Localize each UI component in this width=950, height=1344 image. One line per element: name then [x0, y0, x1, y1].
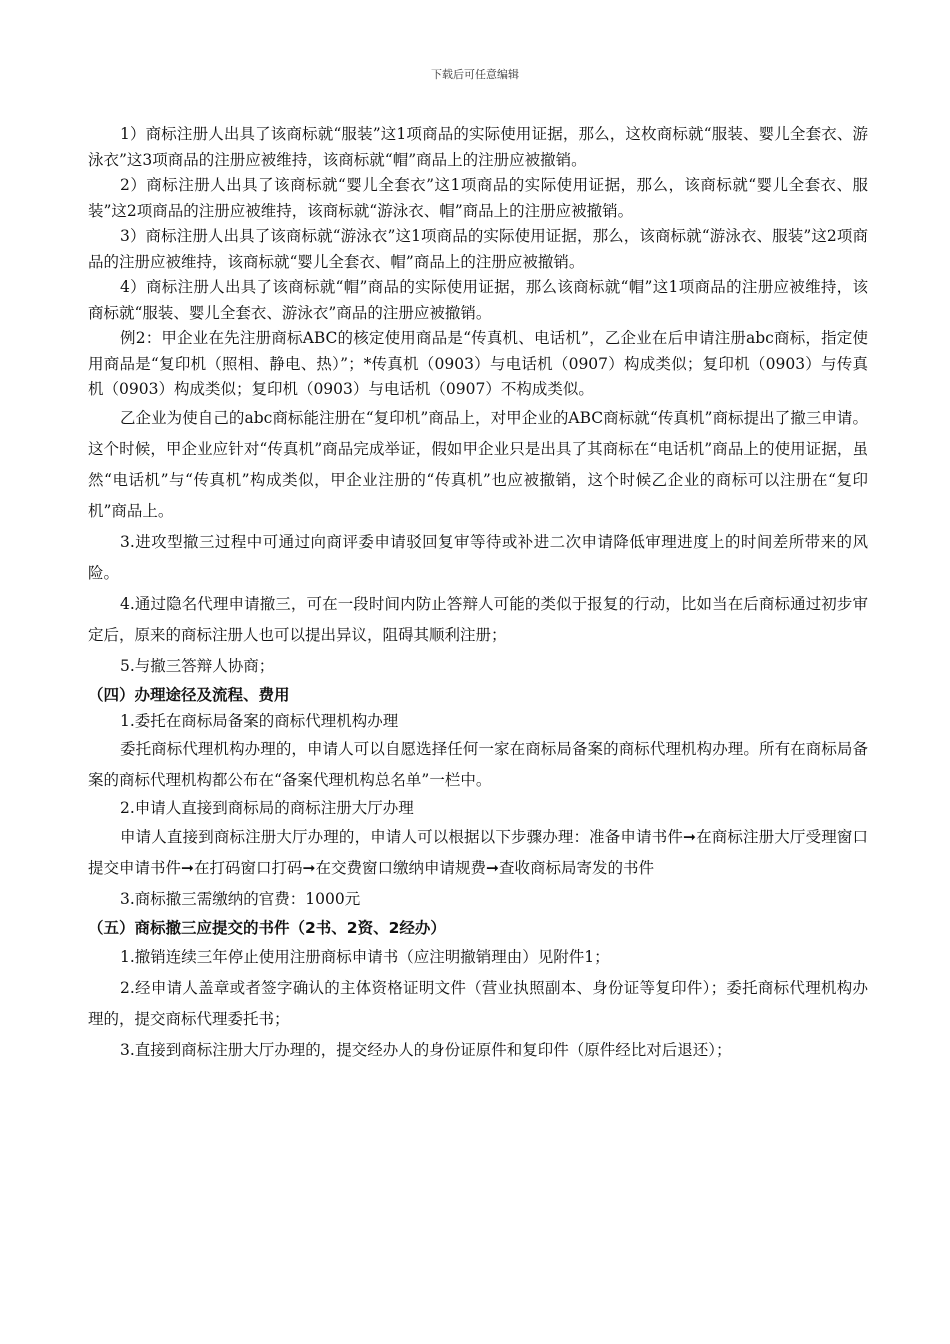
- paragraph-hall-steps: 申请人直接到商标注册大厅办理的，申请人可以根据以下步骤办理：准备申请书件➞在商标注册大厅受理窗口提交申请书件➞在打码窗口打码➞在交费窗口缴纳申请规费➞查收商标局寄发的书件: [88, 827, 868, 877]
- paragraph-2: 2）商标注册人出具了该商标就“婴儿全套衣”这1项商品的实际使用证据，那么，该商标就“婴儿全套衣、服装”这2项商品的注册应被维持，该商标就“游泳衣、帽”商品上的注册应被撤销。: [88, 176, 868, 220]
- paragraph-1: 1）商标注册人出具了该商标就“服装”这1项商品的实际使用证据，那么，这枚商标就“服装、婴儿全套衣、游泳衣”这3项商品的注册应被维持，该商标就“帽”商品上的注册应被撤销。: [88, 125, 868, 169]
- paragraph-3: 3）商标注册人出具了该商标就“游泳衣”这1项商品的实际使用证据，那么，该商标就“游泳衣、服装”这2项商品的注册应被维持，该商标就“婴儿全套衣、帽”商品上的注册应被撤销。: [88, 227, 868, 271]
- paragraph-4: 4）商标注册人出具了该商标就“帽”商品的实际使用证据，那么该商标就“帽”这1项商品的注册应被维持，该商标就“服装、婴儿全套衣、游泳衣”商品的注册应被撤销。: [88, 278, 868, 322]
- paragraph-example-2-explanation: 乙企业为使自己的abc商标能注册在“复印机”商品上，对甲企业的ABC商标就“传真机”商标提出了撤三申请。这个时候，甲企业应针对“传真机”商品完成举证，假如甲企业只是出具了其商标在“电话机”商品上的使用证据，虽然“电话机”与“传真机”构成类似，甲企业注册的“传真机”也应被撤销，这个时候乙企业的商标可以注册在“复印机”商品上。: [88, 408, 868, 520]
- paragraph-point-5: 5.与撤三答辩人协商；: [120, 656, 275, 675]
- document-body: [88, 122, 868, 1066]
- paragraph-example-2: 例2：甲企业在先注册商标ABC的核定使用商品是“传真机、电话机”，乙企业在后申请注册abc商标，指定使用商品是“复印机（照相、静电、热）”；*传真机（0903）与电话机（0907）构成类似；复印机（0903）与传真机（0903）构成类似；复印机（0903）与电话机（0907）不构成类似。: [88, 329, 868, 398]
- paragraph-agency-details: 委托商标代理机构办理的，申请人可以自愿选择任何一家在商标局备案的商标代理机构办理。所有在商标局备案的商标代理机构都公布在“备案代理机构总名单”一栏中。: [88, 740, 868, 789]
- paragraph-route-1: 1.委托在商标局备案的商标代理机构办理: [120, 711, 399, 730]
- section-heading-5: （五）商标撤三应提交的书件（2书、2资、2经办）: [88, 918, 446, 937]
- section-heading-4: （四）办理途径及流程、费用: [88, 685, 290, 704]
- page-header: 下载后可任意编辑: [431, 68, 519, 81]
- paragraph-fee: 3.商标撤三需缴纳的官费：1000元: [120, 889, 361, 908]
- paragraph-doc-1: 1.撤销连续三年停止使用注册商标申请书（应注明撤销理由）见附件1；: [120, 947, 610, 966]
- paragraph-doc-2: 2.经申请人盖章或者签字确认的主体资格证明文件（营业执照副本、身份证等复印件）；委托商标代理机构办理的，提交商标代理委托书；: [88, 978, 868, 1028]
- paragraph-route-2: 2.申请人直接到商标局的商标注册大厅办理: [120, 799, 414, 817]
- paragraph-point-4: 4.通过隐名代理申请撤三，可在一段时间内防止答辩人可能的类似于报复的行动，比如当在后商标通过初步审定后，原来的商标注册人也可以提出异议，阻碍其顺利注册；: [88, 594, 868, 644]
- paragraph-point-3: 3.进攻型撤三过程中可通过向商评委申请驳回复审等待或补进二次申请降低审理进度上的时间差所带来的风险。: [88, 532, 868, 582]
- paragraph-doc-3: 3.直接到商标注册大厅办理的，提交经办人的身份证原件和复印件（原件经比对后退还）；: [120, 1040, 732, 1059]
